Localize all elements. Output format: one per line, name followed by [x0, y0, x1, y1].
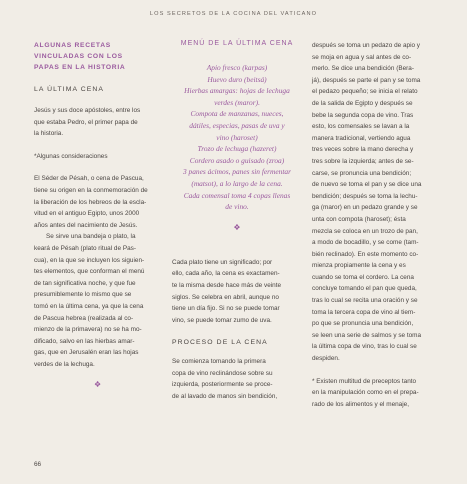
- text-line: Se sirve una bandeja o plato, la: [46, 233, 136, 241]
- menu-item: de vino.: [225, 202, 249, 212]
- menu-item: Cordero asado o guisado (zroa): [189, 155, 285, 165]
- text-line: de tan significativa noche, y que fue: [34, 279, 136, 287]
- text-line: bebe la segunda copa de vino. Tras: [312, 111, 414, 119]
- section-title-line: VINCULADAS CON LOS: [34, 53, 123, 60]
- paragraph-keara: [34, 231, 162, 370]
- text-line: Jesús y sus doce apóstoles, entre los: [34, 107, 141, 114]
- paragraph-significado: [172, 257, 302, 327]
- text-line: mienza propiamente la cena y es: [312, 262, 406, 270]
- paragraph-seder: [34, 173, 162, 231]
- text-line: esto, los comensales se lavan a la: [312, 123, 410, 131]
- text-line: verdes de la lechuga.: [34, 360, 95, 368]
- ornament-icon: ❖: [233, 222, 241, 232]
- menu-item: Cada comensal toma 4 copas llenas: [183, 190, 291, 200]
- subsection-heading: PROCESO DE LA CENA: [172, 339, 268, 347]
- text-line: gas, que en Jerusalén eran las hojas: [34, 349, 139, 357]
- menu-item: 3 panes ácimos, panes sin fermentar: [183, 167, 291, 177]
- text-line: de nuevo se toma el pan y se dice una: [312, 181, 422, 189]
- text-line: copa de vino reclinándose sobre su: [172, 369, 273, 377]
- subsection-heading: LA ÚLTIMA CENA: [34, 86, 105, 93]
- page-number: 66: [34, 461, 42, 468]
- footnote: [312, 376, 437, 411]
- text-line: la liberación de los hebreos de la escla-: [34, 198, 147, 206]
- text-line: toma la tercera copa de vino al tiem-: [312, 308, 416, 316]
- text-line: a modo de bocadillo, y se come (tam-: [312, 239, 419, 247]
- text-line: que estaba Pedro, el primer papa de: [34, 118, 138, 126]
- column-left: [34, 40, 162, 389]
- menu-item: Trozo de lechuga (hazeret): [197, 144, 277, 154]
- text-line: la última copa de vino, tras lo cual se: [312, 343, 417, 351]
- text-line: * Existen multitud de preceptos tanto: [312, 377, 417, 385]
- menu-item: Huevo duro (beitsá): [207, 74, 267, 84]
- text-line: tres veces sobre la mano derecha y: [312, 146, 414, 154]
- text-line: de la salida de Egipto y después se: [312, 99, 413, 107]
- text-line: Se comienza tomando la primera: [172, 358, 266, 366]
- intro-paragraph: [34, 105, 162, 140]
- menu-title: MENÚ DE LA ÚLTIMA CENA: [180, 40, 294, 47]
- text-line: Cada plato tiene un significado; por: [172, 258, 273, 266]
- text-line: tes elementos, que conforman el menú: [34, 268, 145, 276]
- text-line: de Pascua hebrea (realizada al co-: [34, 314, 134, 322]
- text-line: de al lavado de manos sin bendición,: [172, 393, 278, 401]
- text-line: keará de Pésah (plato ritual de Pas-: [34, 244, 136, 252]
- text-line: te la misma desde hace más de veinte: [172, 281, 282, 289]
- text-line: bién reclinado). En este momento co-: [312, 250, 419, 258]
- menu-item: vino (haroset): [216, 132, 258, 142]
- text-line: tomó en la última cena, ya que la cena: [34, 302, 144, 310]
- text-line: tiene un día fijo. Si no se puede tomar: [172, 305, 280, 313]
- text-line: El Séder de Pésah, o cena de Pascua,: [34, 175, 144, 183]
- text-line: rado de los alimentos y el menaje,: [312, 400, 409, 408]
- text-line: izquierda, posteriormente se proce-: [172, 381, 273, 389]
- menu-item: Apio fresco (karpas): [206, 63, 268, 72]
- paragraph-proceso: [172, 356, 302, 402]
- column-middle: [172, 40, 302, 403]
- text-line: tras lo cual se recita una oración y se: [312, 297, 418, 305]
- text-line: unta con compota (haroset); ésta: [312, 215, 406, 223]
- text-line: el pedazo pequeño; se inicia el relato: [312, 88, 418, 96]
- text-line: bendición; después se toma la lechu-: [312, 192, 418, 200]
- menu-list: [172, 62, 302, 213]
- menu-item: dátiles, especias, pasas de uva y: [189, 120, 285, 130]
- text-line: dificado, salvo en las hierbas amar-: [34, 337, 135, 345]
- text-line: mienzo de la primavera) no se ha mo-: [34, 326, 142, 334]
- text-line: despiden.: [312, 355, 340, 363]
- text-line: concluye tomando el pan que queda,: [312, 285, 417, 293]
- text-line: carse, se pronuncia una bendición;: [312, 169, 412, 177]
- text-line: en la manipulación como en el prepa-: [312, 389, 419, 397]
- text-line: ello, cada año, la cena es exactamen-: [172, 270, 280, 278]
- text-line: presumiblemente lo mismo que se: [34, 291, 132, 299]
- paragraph-proceso-continued: [312, 40, 437, 365]
- menu-item: (matsot), a lo largo de la cena.: [191, 178, 283, 188]
- text-line: años antes del nacimiento de Jesús.: [34, 221, 138, 229]
- menu-item: Hierbas amargas: hojas de lechuga: [184, 86, 290, 96]
- text-line: tiene su origen en la conmemoración de: [34, 186, 148, 194]
- text-line: tres sobre la izquierda; antes de se-: [312, 157, 414, 165]
- text-line: po que se pronuncia una bendición,: [312, 320, 414, 328]
- text-line: la historia.: [34, 130, 64, 138]
- text-line: ga (maror) en un pedazo grande y se: [312, 204, 418, 212]
- text-line: siglos. Se celebra en abril, aunque no: [172, 293, 279, 301]
- column-right: [312, 40, 437, 410]
- ornament-icon: ❖: [94, 380, 102, 390]
- text-line: vitud en el antiguo Egipto, unos 2000: [34, 210, 140, 218]
- text-line: merlo. Se dice una bendición (Bera-: [312, 65, 414, 73]
- running-header: LOS SECRETOS DE LA COCINA DEL VATICANO: [149, 11, 318, 17]
- text-line: já), después se parte el pan y se toma: [312, 76, 421, 84]
- section-title-line: PAPAS EN LA HISTORIA: [34, 64, 126, 71]
- text-line: mezcla se coloca en un trozo de pan,: [312, 227, 418, 235]
- text-line: se moja en agua y sal antes de co-: [312, 53, 412, 61]
- section-title: [34, 40, 162, 73]
- menu-item: Compota de manzanas, nueces,: [190, 109, 284, 119]
- menu-item: verdes (maror).: [214, 97, 260, 107]
- text-line: después se toma un pedazo de apio y: [312, 42, 421, 49]
- text-line: cua), en la que se incluyen los siguien-: [34, 256, 145, 264]
- section-title-line: ALGUNAS RECETAS: [34, 42, 111, 49]
- text-line: cuando se toma el cordero. La cena: [312, 273, 414, 281]
- text-line: manera tradicional, vertiendo agua: [312, 134, 411, 142]
- text-line: se leen una serie de salmos y se toma: [312, 331, 422, 339]
- text-line: vino, se puede tomar zumo de uva.: [172, 316, 272, 324]
- note-heading: *Algunas consideraciones: [34, 152, 108, 160]
